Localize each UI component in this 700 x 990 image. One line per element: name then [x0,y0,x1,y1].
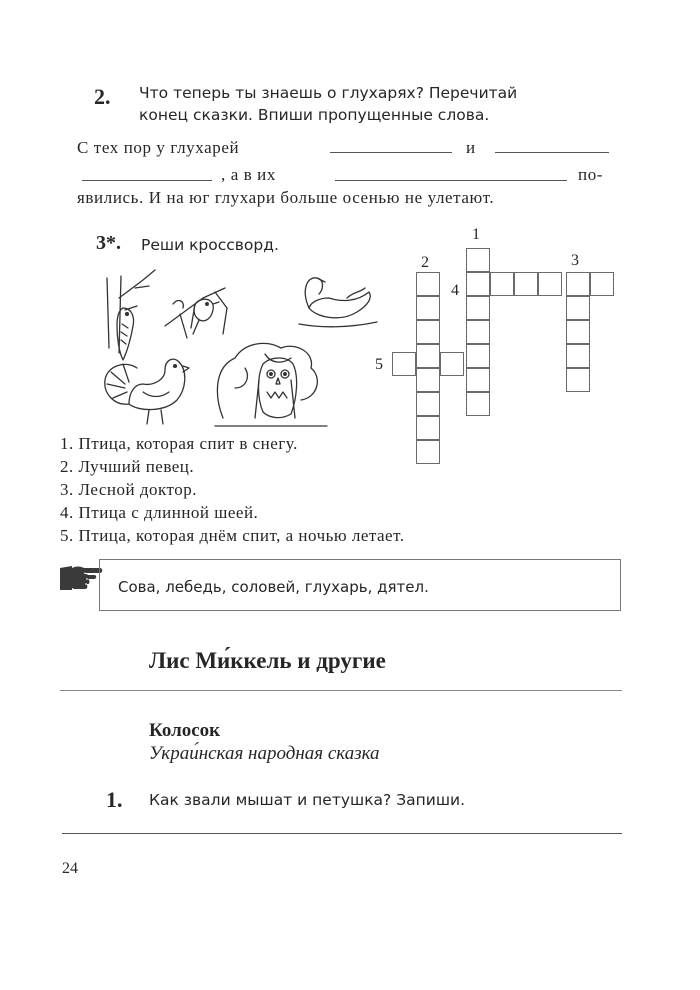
crossword-cell[interactable] [416,344,440,368]
crossword-number-2: 2 [421,254,429,271]
crossword-cell[interactable] [490,272,514,296]
story-subtitle: Украи́нская народная сказка [149,743,380,764]
tree-crown [217,343,317,418]
clue-4: 4. Птица с длинной шеей. [60,503,259,522]
crossword-cell[interactable] [566,296,590,320]
clue-2: 2. Лучший певец. [60,457,195,476]
crossword-cell[interactable] [466,272,490,296]
nightingale-icon [194,299,213,321]
crossword-cell[interactable] [416,392,440,416]
crossword-number-3: 3 [571,252,579,269]
task-2-number: 2. [94,84,111,109]
answer-blank-4[interactable] [335,180,567,181]
task-2-question-line1: Что теперь ты знаешь о глухарях? Перечитай [139,84,518,102]
birds-illustration [95,268,385,438]
clue-1: 1. Птица, которая спит в снегу. [60,434,298,453]
section-divider [60,690,622,691]
task-3-title: Реши кроссворд. [141,236,279,254]
crossword-cell[interactable] [466,320,490,344]
crossword-cell[interactable] [566,344,590,368]
crossword-number-5: 5 [375,356,383,373]
hint-words: Сова, лебедь, соловей, глухарь, дятел. [118,578,429,596]
crossword-cell[interactable] [538,272,562,296]
answer-line[interactable] [62,833,622,834]
pointing-hand-icon [58,562,104,592]
clue-3: 3. Лесной доктор. [60,480,198,499]
owl-icon [259,358,297,418]
crossword-cell[interactable] [416,368,440,392]
crossword-cell[interactable] [566,272,590,296]
tree-trunk [255,380,295,418]
woodpecker-trunk [107,278,109,348]
swan-neck [305,278,322,308]
crossword-cell[interactable] [466,296,490,320]
crossword-cell[interactable] [590,272,614,296]
crossword-cell[interactable] [416,416,440,440]
fill-text-part-b: и [466,138,476,157]
crossword-cell[interactable] [466,344,490,368]
crossword-cell[interactable] [566,320,590,344]
crossword-cell[interactable] [566,368,590,392]
fill-text-part-a: С тех пор у глухарей [77,138,240,157]
crossword-number-4: 4 [451,282,459,299]
clue-5: 5. Птица, которая днём спит, а ночью летает. [60,526,405,545]
crossword-cell[interactable] [440,352,464,376]
crossword-cell[interactable] [466,248,490,272]
page-number: 24 [62,860,78,877]
crossword-cell[interactable] [416,272,440,296]
fill-text-part-e: явились. И на юг глухари больше осенью не улетают. [77,188,495,207]
fill-text-part-c: , а в их [221,165,276,184]
answer-blank-2[interactable] [495,152,609,153]
answer-blank-1[interactable] [330,152,452,153]
crossword-cell[interactable] [392,352,416,376]
task-1-number: 1. [106,787,123,812]
fill-text-part-d: по- [578,165,604,184]
crossword-cell[interactable] [416,296,440,320]
crossword-number-1: 1 [472,226,480,243]
task-3-number: 3*. [96,232,121,254]
crossword-cell[interactable] [416,440,440,464]
answer-blank-3[interactable] [82,180,212,181]
crossword-cell[interactable] [514,272,538,296]
crossword-cell[interactable] [466,392,490,416]
task-1-question: Как звали мышат и петушка? Запиши. [149,791,466,809]
crossword-cell[interactable] [416,320,440,344]
crossword-cell[interactable] [466,368,490,392]
swan-icon [309,292,370,318]
story-title: Колосок [149,720,221,741]
task-2-question-line2: конец сказки. Впиши пропущенные слова. [139,106,490,124]
section-title: Лис Ми́ккель и другие [149,648,386,673]
